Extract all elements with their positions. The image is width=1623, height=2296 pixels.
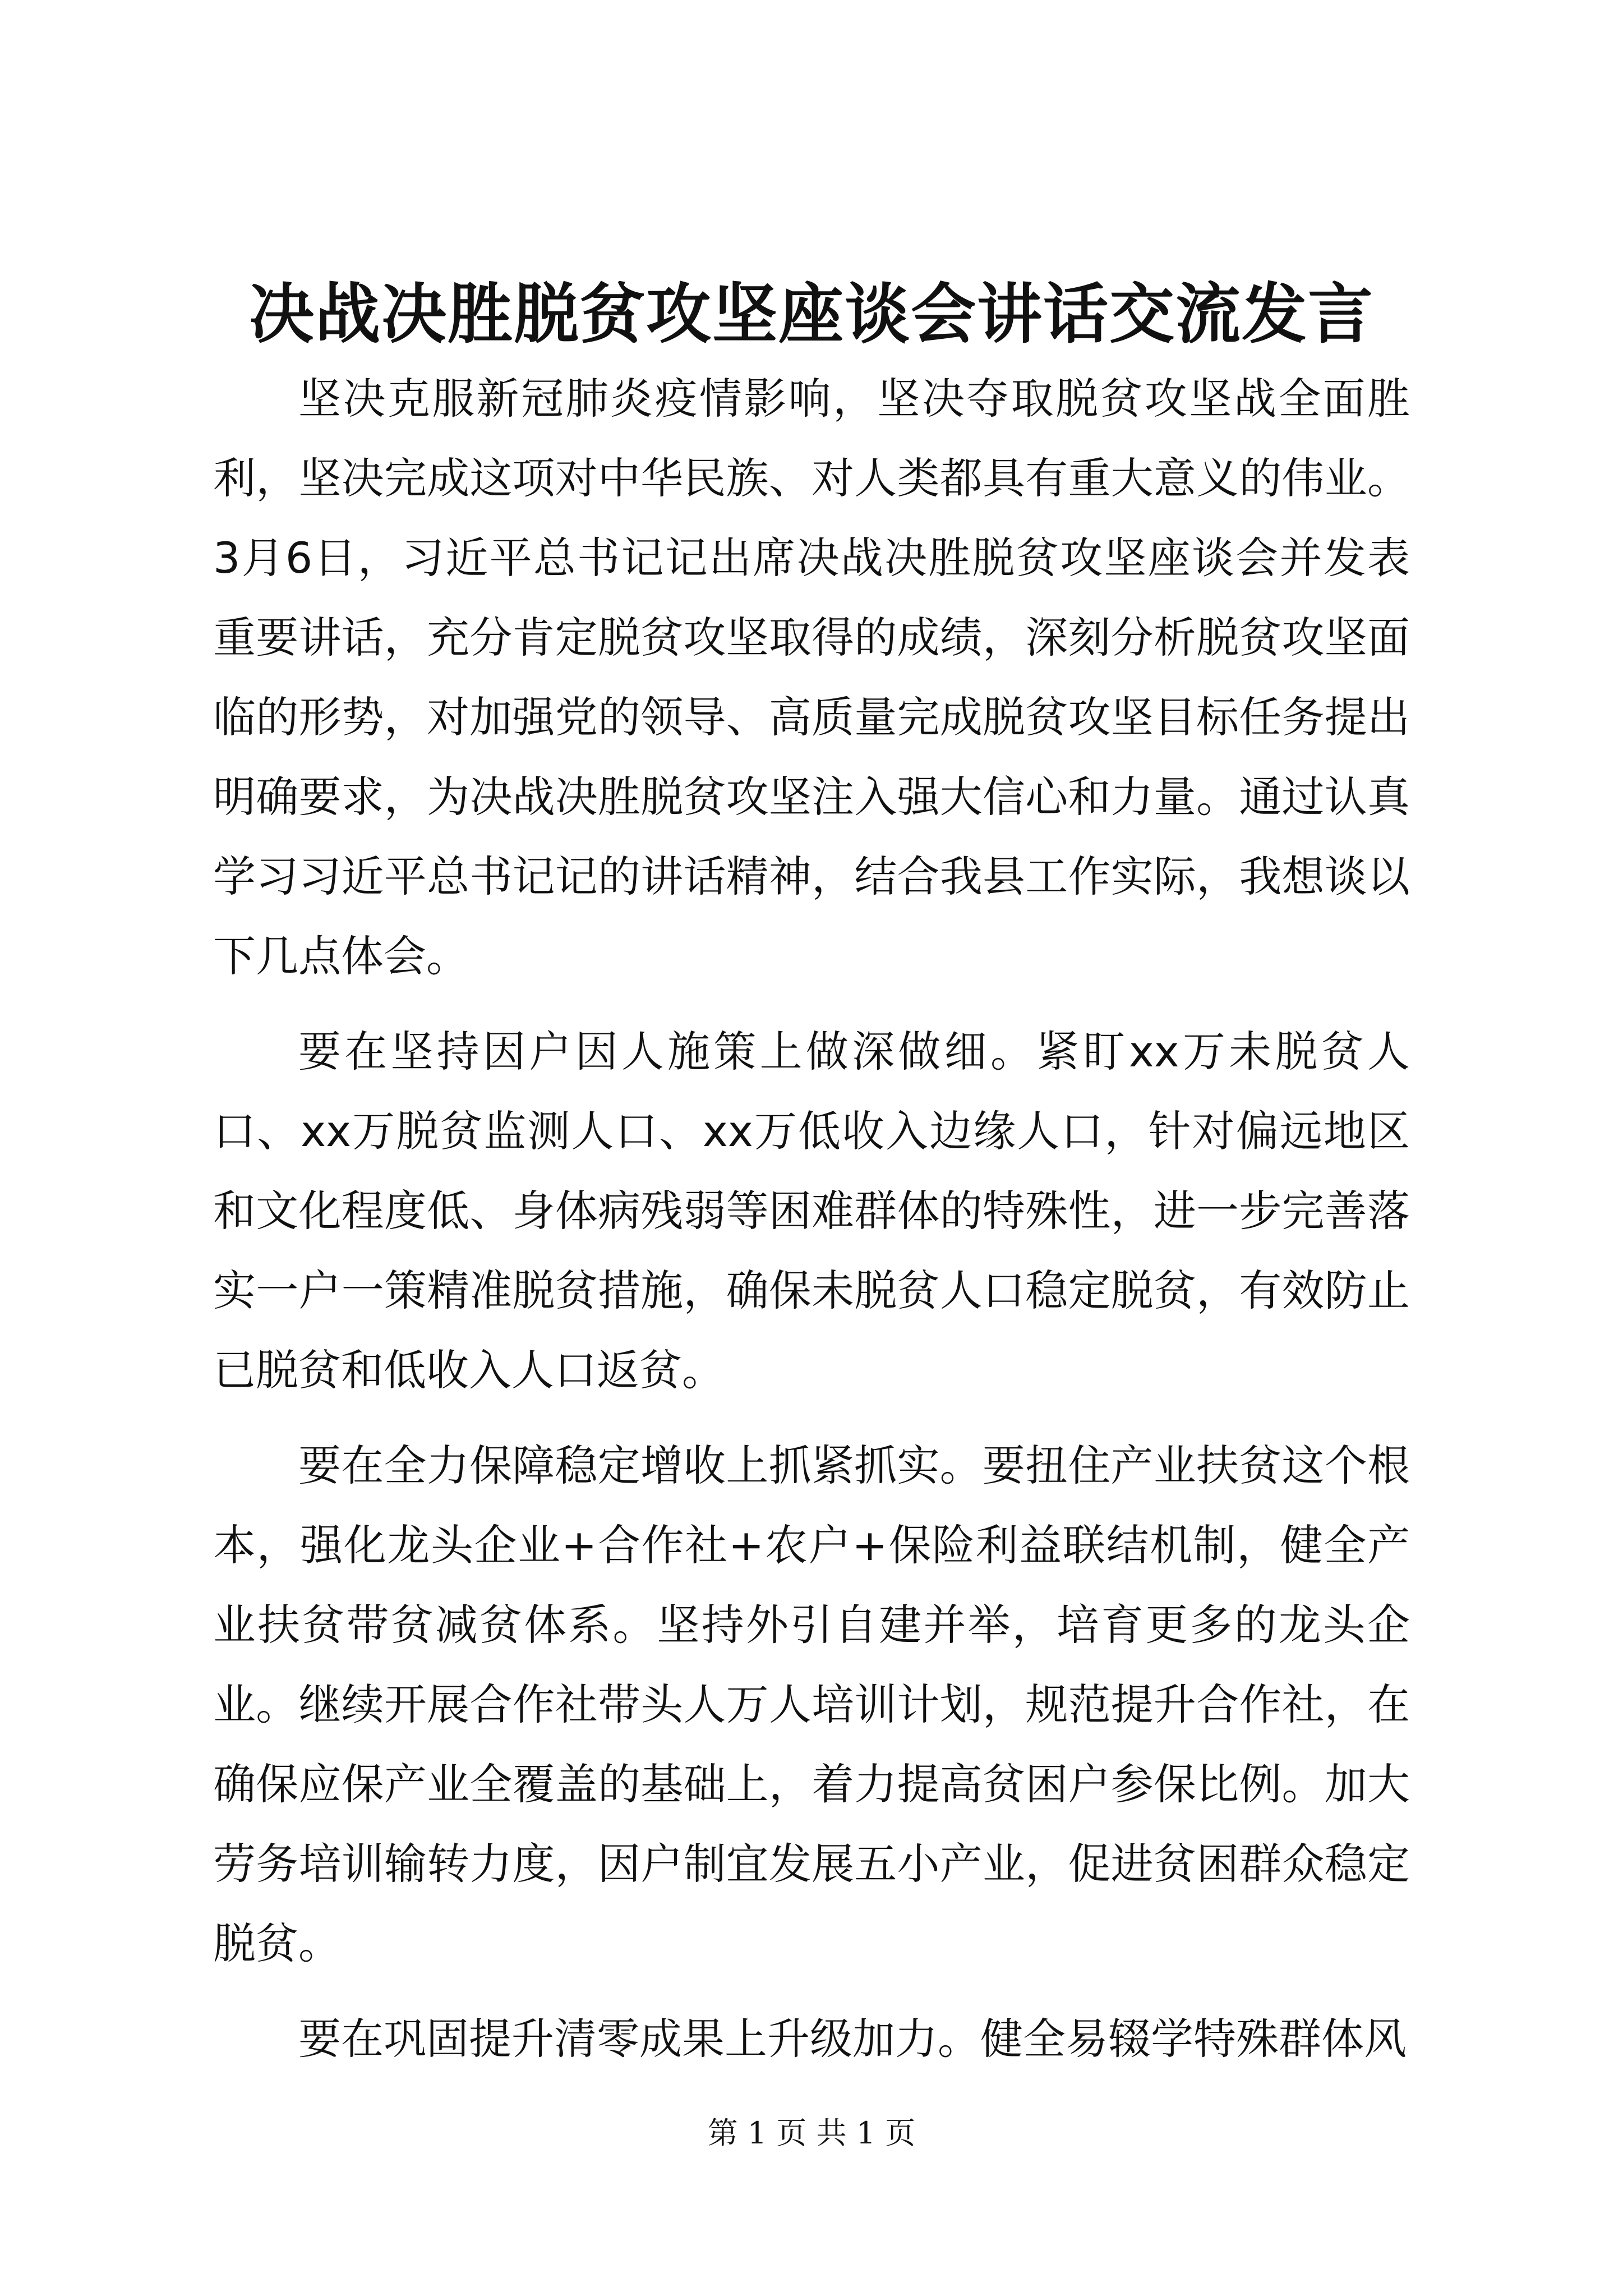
document-body bbox=[213, 359, 1410, 2079]
document-title: 决战决胜脱贫攻坚座谈会讲话交流发言 bbox=[249, 276, 1374, 352]
paragraph-income-growth: 要在全力保障稳定增收上抓紧抓实。要扭住产业扶贫这个根本，强化龙头企业+合作社+农户+保险利益联结机制，健全产业扶贫带贫减贫体系。坚持外引自建并举，培育更多的龙头企业。继续开展合作社带头人万人培训计划，规范提升合作社，在确保应保产业全覆盖的基础上，着力提高贫困户参保比例。加大劳务培训输转力度，因户制宜发展五小产业，促进贫困群众稳定脱贫。 bbox=[213, 1441, 1410, 1968]
paragraph-consolidate-results: 要在巩固提升清零成果上升级加力。健全易辍学特殊群体风 bbox=[298, 2014, 1407, 2064]
paragraph-intro: 坚决克服新冠肺炎疫情影响，坚决夺取脱贫攻坚战全面胜利，坚决完成这项对中华民族、对人类都具有重大意义的伟业。3月6日，习近平总书记记出席决战决胜脱贫攻坚座谈会并发表重要讲话，充分肯定脱贫攻坚取得的成绩，深刻分析脱贫攻坚面临的形势，对加强党的领导、高质量完成脱贫攻坚目标任务提出明确要求，为决战决胜脱贫攻坚注入强大信心和力量。通过认真学习习近平总书记记的讲话精神，结合我县工作实际，我想谈以下几点体会。 bbox=[213, 374, 1410, 981]
page-footer: 第 1 页 共 1 页 bbox=[707, 2115, 916, 2151]
paragraph-targeted-measures: 要在坚持因户因人施策上做深做细。紧盯xx万未脱贫人口、xx万脱贫监测人口、xx万低收入边缘人口，针对偏远地区和文化程度低、身体病残弱等困难群体的特殊性，进一步完善落实一户一策精准脱贫措施，确保未脱贫人口稳定脱贫，有效防止已脱贫和低收入人口返贫。 bbox=[213, 1027, 1410, 1395]
